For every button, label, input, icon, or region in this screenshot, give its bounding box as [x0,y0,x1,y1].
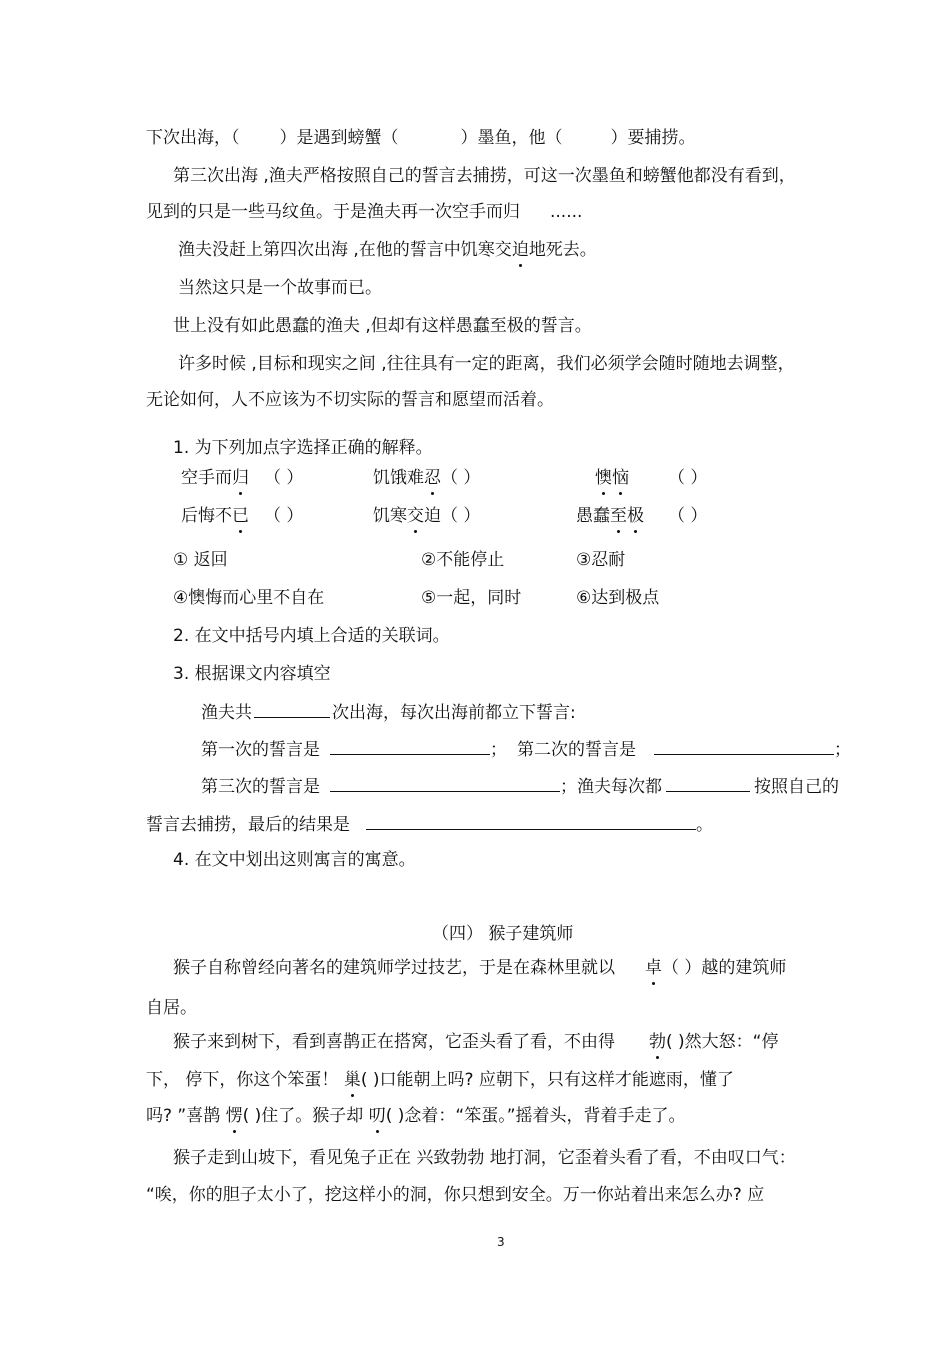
story2-line-3: 猴子来到树下，看到喜鹊正在搭窝，它歪头看了看，不由得 勃( )然大怒：“停 [173,1032,779,1052]
story-line-1: 下次出海，（ ）是遇到螃蟹（ ）墨鱼，他（ ）要捕捞。 [146,128,696,148]
story-line-6: 世上没有如此愚蠢的渔夫 ,但却有这样愚蠢至极的誓言。 [173,316,592,336]
section-title: （四） 猴子建筑师 [432,924,574,944]
page-number: 3 [497,1235,505,1249]
question-1-title: 1. 为下列加点字选择正确的解释。 [173,438,433,458]
fill-line-2: 第一次的誓言是 ； 第二次的誓言是 ； [201,736,851,762]
story2-line-1: 猴子自称曾经向著名的建筑师学过技艺，于是在森林里就以 卓（ ）越的建筑师 [173,958,787,978]
question-4: 4. 在文中划出这则寓言的寓意。 [173,850,416,870]
fill-line-1: 渔夫共 次出海，每次出海前都立下誓言: [201,699,576,725]
option-6: ⑥达到极点 [576,588,660,608]
story2-line-4: 下， 停下，你这个笨蛋！ 巢( )口能朝上吗? 应朝下，只有这样才能遮雨，懂了 [146,1070,734,1090]
option-3: ③忍耐 [576,550,626,570]
fill-line-3: 第三次的誓言是 ；渔夫每次都 按照自己的 [201,773,839,799]
answer-blank[interactable] [654,736,834,755]
word-item-1: 空手而归 [181,468,249,488]
answer-blank[interactable] [666,773,750,792]
story-line-3: 见到的只是一些马纹鱼。于是渔夫再一次空手而归 ...... [146,202,583,222]
word-item-5: 饥寒交迫（ ） [373,506,481,526]
word-item-4: 后悔不已 [181,506,249,526]
answer-paren-4: （ ） [264,506,304,526]
story-line-8: 无论如何，人不应该为不切实际的誓言和愿望而活着。 [146,390,554,410]
answer-paren-3: （ ） [668,468,708,488]
story-line-2: 第三次出海 ,渔夫严格按照自己的誓言去捕捞，可这一次墨鱼和螃蟹他都没有看到， [173,166,796,186]
answer-blank[interactable] [330,773,560,792]
answer-blank[interactable] [254,699,330,718]
word-item-3: 懊恼 [595,468,629,488]
word-item-2: 饥饿难忍（ ） [373,468,481,488]
question-2: 2. 在文中括号内填上合适的关联词。 [173,626,450,646]
option-4: ④懊悔而心里不自在 [173,588,325,608]
fill-line-4: 誓言去捕捞，最后的结果是 。 [146,811,713,837]
story2-line-5: 吗? ”喜鹊 愣( )住了。猴子却 叨( )念着：“笨蛋。”摇着头，背着手走了。 [146,1106,686,1126]
answer-blank[interactable] [366,811,696,830]
question-3: 3. 根据课文内容填空 [173,664,331,684]
word-item-6: 愚蠢至极 [576,506,644,526]
answer-paren-1: （ ） [264,468,304,488]
story2-line-6: 猴子走到山坡下，看见兔子正在 兴致勃勃 地打洞，它歪着头看了看，不由叹口气： [173,1148,796,1168]
answer-blank[interactable] [330,736,490,755]
option-2: ②不能停止 [421,550,505,570]
option-5: ⑤一起，同时 [421,588,522,608]
story-line-7: 许多时候 ,目标和现实之间 ,往往具有一定的距离，我们必须学会随时随地去调整， [178,354,795,374]
option-1: ① 返回 [173,550,228,570]
dotted-char: 迫 [511,240,529,260]
answer-paren-6: （ ） [668,506,708,526]
story-line-4: 渔夫没赶上第四次出海 ,在他的誓言中饥寒交迫地死去。 [178,240,597,260]
story2-line-2: 自居。 [146,998,197,1018]
story-line-5: 当然这只是一个故事而已。 [178,278,382,298]
story2-line-7: “唉，你的胆子太小了，挖这样小的洞，你只想到安全。万一你站着出来怎么办? 应 [146,1185,765,1205]
